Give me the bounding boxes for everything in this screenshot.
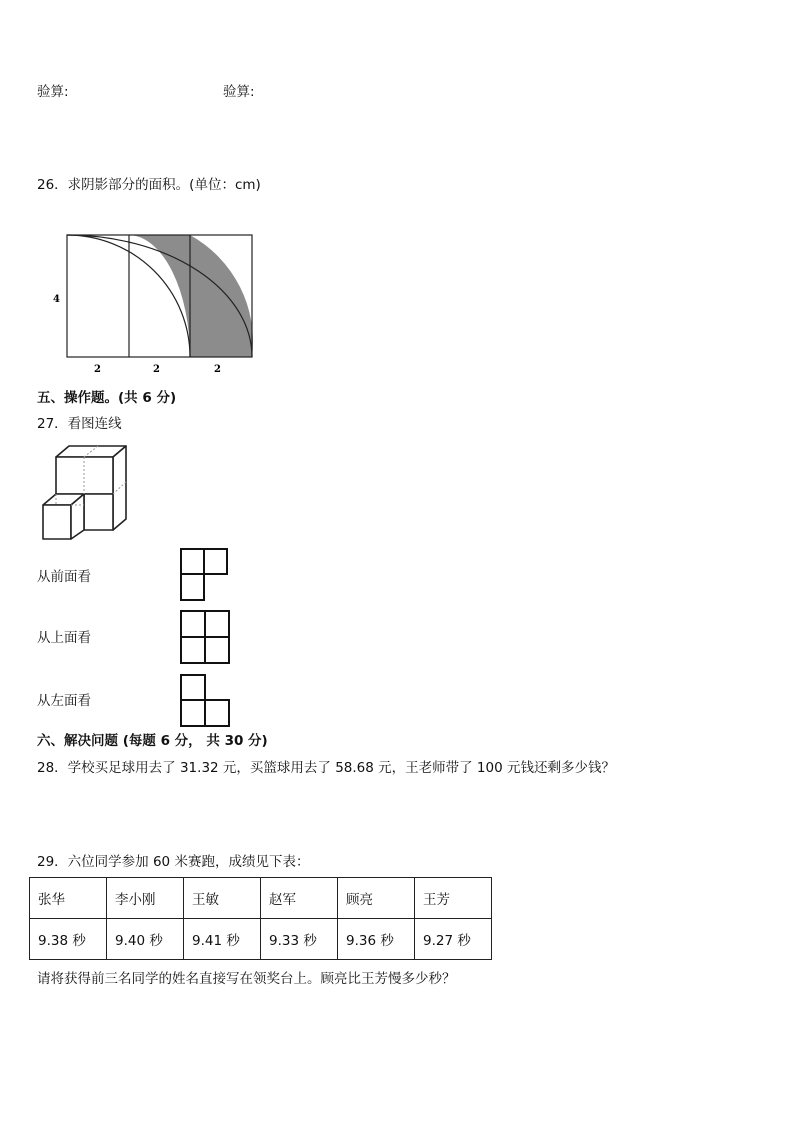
height-label: 4 [53,294,60,305]
table-cell-name: 张华 [30,878,107,919]
table-cell-name: 李小刚 [107,878,184,919]
width-label-2: 2 [153,364,160,375]
table-cell-time: 9.41 秒 [184,919,261,960]
check-label-right: 验算: [223,84,255,100]
table-row [30,878,492,919]
check-label-left: 验算: [37,84,69,100]
front-view-grid-icon[interactable] [180,548,230,602]
width-label-3: 2 [214,364,221,375]
view-label-left: 从左面看 [37,693,91,709]
table-cell-time: 9.36 秒 [338,919,415,960]
question-28-text: 28．学校买足球用去了 31.32 元，买篮球用去了 58.68 元，王老师带了 100 元钱还剩多少钱？ [37,760,615,776]
top-view-grid-icon[interactable] [180,610,232,666]
table-cell-name: 王敏 [184,878,261,919]
view-label-top: 从上面看 [37,630,91,646]
race-results-table [29,877,492,960]
table-cell-time: 9.33 秒 [261,919,338,960]
shaded-region [67,235,253,357]
table-cell-name: 顾亮 [338,878,415,919]
view-label-front: 从前面看 [37,569,91,585]
left-view-grid-icon[interactable] [180,674,232,728]
question-26-text: 26．求阴影部分的面积。(单位：cm) [37,177,261,193]
table-cell-time: 9.40 秒 [107,919,184,960]
table-row [30,919,492,960]
section-6-title: 六、解决问题 (每题 6 分， 共 30 分) [37,733,268,749]
section-5-title: 五、操作题。(共 6 分) [37,390,177,406]
question-29-followup: 请将获得前三名同学的姓名直接写在领奖台上。顾亮比王芳慢多少秒？ [37,971,456,987]
table-cell-name: 赵军 [261,878,338,919]
cube-stack-figure [38,444,133,542]
width-label-1: 2 [94,364,101,375]
question-29-text: 29．六位同学参加 60 米赛跑，成绩见下表： [37,854,310,870]
table-cell-name: 王芳 [415,878,492,919]
question-27-text: 27．看图连线 [37,416,122,432]
table-cell-time: 9.27 秒 [415,919,492,960]
table-cell-time: 9.38 秒 [30,919,107,960]
shaded-area-figure [50,228,265,378]
